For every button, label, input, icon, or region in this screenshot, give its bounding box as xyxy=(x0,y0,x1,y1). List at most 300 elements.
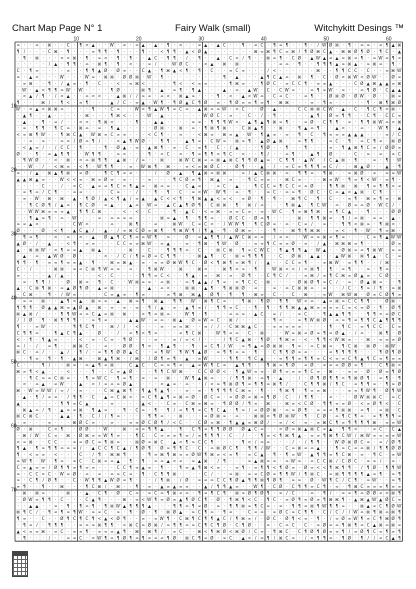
stitch-symbol: ∞ xyxy=(153,272,158,278)
stitch-symbol: Ø xyxy=(329,42,333,48)
stitch-symbol: · xyxy=(254,144,257,150)
stitch-symbol: · xyxy=(54,221,57,227)
stitch-symbol: ∞ xyxy=(235,189,239,195)
stitch-symbol: ¶ xyxy=(329,477,332,483)
stitch-symbol: ¶ xyxy=(104,164,107,170)
stitch-symbol: · xyxy=(173,138,176,144)
stitch-symbol: ∞ xyxy=(291,330,295,336)
stitch-symbol: ¶ xyxy=(316,516,320,522)
stitch-symbol: ∞ xyxy=(378,490,383,496)
stitch-symbol: ∞ xyxy=(247,420,252,426)
stitch-symbol: C xyxy=(191,260,195,266)
stitch-symbol: · xyxy=(211,55,213,61)
stitch-symbol: ∞ xyxy=(141,516,145,522)
stitch-symbol: C xyxy=(385,48,389,54)
stitch-symbol: ¶ xyxy=(216,93,220,99)
stitch-symbol: Ø xyxy=(297,407,301,413)
stitch-symbol: · xyxy=(173,413,176,419)
stitch-symbol: ¶ xyxy=(366,247,370,253)
stitch-symbol: · xyxy=(323,189,326,195)
stitch-symbol: ⌘ xyxy=(347,407,352,413)
stitch-symbol: · xyxy=(179,208,182,214)
stitch-symbol: ⌘ xyxy=(278,343,283,349)
stitch-symbol: ⌘ xyxy=(22,432,27,438)
stitch-symbol: ▲ xyxy=(29,93,33,99)
stitch-symbol: ¶ xyxy=(85,196,89,202)
stitch-symbol: · xyxy=(367,55,369,61)
stitch-symbol: ▲ xyxy=(310,151,314,157)
stitch-symbol: · xyxy=(17,196,19,202)
stitch-symbol: C xyxy=(197,445,201,451)
stitch-symbol: · xyxy=(279,215,282,221)
stitch-symbol: Ø xyxy=(129,74,133,80)
stitch-symbol: / xyxy=(23,317,26,323)
stitch-symbol: ¶ xyxy=(366,317,370,323)
stitch-symbol: ∞ xyxy=(122,132,127,138)
stitch-symbol: · xyxy=(129,106,132,112)
stitch-symbol: Ⱳ xyxy=(372,74,377,80)
stitch-symbol: Ø xyxy=(72,253,76,259)
stitch-symbol: < xyxy=(147,343,152,349)
stitch-symbol: · xyxy=(17,93,19,99)
stitch-symbol: C xyxy=(54,439,58,445)
stitch-symbol: ¶ xyxy=(60,247,64,253)
stitch-symbol: · xyxy=(61,240,63,246)
stitch-symbol: ∞ xyxy=(378,42,383,48)
stitch-symbol: C xyxy=(135,349,139,355)
stitch-symbol: · xyxy=(104,496,107,502)
stitch-symbol: · xyxy=(167,61,169,67)
stitch-symbol: ∞ xyxy=(203,426,208,432)
stitch-symbol: · xyxy=(198,298,201,304)
stitch-symbol: < xyxy=(297,516,302,522)
stitch-symbol: ⌘ xyxy=(284,432,289,438)
stitch-symbol: ¶ xyxy=(341,343,345,349)
stitch-symbol: ¶ xyxy=(323,452,326,458)
stitch-symbol: · xyxy=(192,61,194,67)
stitch-symbol: ∞ xyxy=(360,138,364,144)
stitch-symbol: Ⱳ xyxy=(97,164,102,170)
stitch-symbol: · xyxy=(379,240,382,246)
stitch-symbol: Ⱳ xyxy=(340,253,346,259)
stitch-symbol: · xyxy=(254,132,257,138)
stitch-symbol: C xyxy=(147,208,151,214)
stitch-symbol: ⌘ xyxy=(247,234,252,240)
stitch-symbol: < xyxy=(178,68,183,74)
stitch-symbol: ¶ xyxy=(104,503,107,509)
stitch-symbol: · xyxy=(361,151,363,157)
stitch-symbol: C xyxy=(254,279,258,285)
stitch-symbol: · xyxy=(248,80,251,86)
stitch-symbol: ¶ xyxy=(285,304,289,310)
stitch-symbol: ∞ xyxy=(60,87,64,93)
stitch-symbol: C xyxy=(335,477,339,483)
stitch-symbol: ¶ xyxy=(316,196,320,202)
stitch-symbol: ¶ xyxy=(379,413,382,419)
stitch-symbol: ∞ xyxy=(335,400,339,406)
stitch-symbol: < xyxy=(397,55,402,61)
stitch-symbol: Ⱳ xyxy=(59,381,65,387)
stitch-symbol: ▲ xyxy=(160,298,164,304)
stitch-symbol: ▲ xyxy=(22,445,26,451)
stitch-symbol: C xyxy=(16,68,20,74)
stitch-symbol: ∞ xyxy=(310,458,314,464)
stitch-symbol: ⌘ xyxy=(234,324,239,330)
stitch-symbol: ¶ xyxy=(54,189,57,195)
stitch-symbol: ∞ xyxy=(110,528,114,534)
stitch-symbol: ¶ xyxy=(254,477,257,483)
stitch-symbol: Ø xyxy=(304,464,308,470)
stitch-symbol: ▲ xyxy=(72,356,76,362)
stitch-symbol: ∞ xyxy=(197,503,202,509)
stitch-symbol: · xyxy=(198,112,201,118)
stitch-symbol: C xyxy=(66,330,70,336)
stitch-symbol: ¶ xyxy=(229,292,232,298)
stitch-symbol: ¶ xyxy=(266,215,270,221)
stitch-symbol: ¶ xyxy=(335,119,339,125)
stitch-symbol: C xyxy=(247,509,251,515)
stitch-symbol: / xyxy=(379,260,382,266)
stitch-symbol: C xyxy=(397,132,401,138)
stitch-symbol: Ø xyxy=(141,138,145,144)
stitch-symbol: Ø xyxy=(210,368,214,374)
stitch-symbol: ▲ xyxy=(54,170,58,176)
stitch-symbol: · xyxy=(29,119,32,125)
stitch-symbol: ∞ xyxy=(360,87,364,93)
stitch-symbol: · xyxy=(386,215,388,221)
stitch-symbol: Ⱳ xyxy=(84,151,90,157)
stitch-symbol: ∞ xyxy=(228,304,233,310)
stitch-symbol: ¶ xyxy=(241,381,245,387)
stitch-symbol: ∞ xyxy=(16,221,20,227)
stitch-symbol: ⌘ xyxy=(116,452,121,458)
stitch-symbol: ▲ xyxy=(254,125,258,131)
stitch-symbol: · xyxy=(336,426,338,432)
stitch-symbol: Ⱳ xyxy=(134,138,140,144)
stitch-symbol: ∞ xyxy=(235,260,239,266)
stitch-symbol: ∞ xyxy=(160,93,164,99)
stitch-symbol: · xyxy=(42,535,44,541)
stitch-symbol: ∞ xyxy=(53,260,58,266)
stitch-symbol: · xyxy=(342,260,344,266)
stitch-symbol: ∞ xyxy=(341,420,345,426)
stitch-symbol: ⌘ xyxy=(109,311,114,317)
stitch-symbol: ∞ xyxy=(372,183,377,189)
stitch-symbol: < xyxy=(53,426,58,432)
stitch-symbol: ¶ xyxy=(73,324,76,330)
stitch-symbol: C xyxy=(41,516,45,522)
stitch-symbol: ¶ xyxy=(98,48,101,54)
stitch-symbol: Ø xyxy=(247,490,251,496)
stitch-symbol: ¶ xyxy=(135,484,139,490)
stitch-symbol: ▲ xyxy=(104,477,108,483)
stitch-symbol: · xyxy=(298,420,301,426)
stitch-symbol: ⌘ xyxy=(272,119,277,125)
stitch-symbol: / xyxy=(136,93,138,99)
stitch-symbol: ¶ xyxy=(385,317,389,323)
stitch-symbol: · xyxy=(154,381,157,387)
stitch-symbol: ▲ xyxy=(254,458,258,464)
stitch-symbol: · xyxy=(323,324,326,330)
stitch-symbol: ∞ xyxy=(41,464,45,470)
stitch-symbol: ⌘ xyxy=(47,170,52,176)
stitch-symbol: · xyxy=(154,208,157,214)
stitch-symbol: · xyxy=(36,439,38,445)
stitch-symbol: ⌘ xyxy=(341,336,346,342)
stitch-symbol: / xyxy=(54,202,57,208)
stitch-symbol: ∞ xyxy=(166,183,170,189)
stitch-symbol: / xyxy=(154,61,157,67)
stitch-symbol: · xyxy=(123,484,126,490)
stitch-symbol: ▲ xyxy=(85,400,89,406)
stitch-symbol: · xyxy=(73,432,76,438)
stitch-symbol: ¶ xyxy=(210,490,214,496)
stitch-symbol: Ⱳ xyxy=(397,452,402,458)
stitch-symbol: ⌘ xyxy=(334,464,339,470)
stitch-symbol: ¶ xyxy=(323,484,326,490)
stitch-symbol: < xyxy=(78,164,83,170)
stitch-symbol: ⌘ xyxy=(316,208,321,214)
stitch-symbol: ¶ xyxy=(335,452,339,458)
stitch-symbol: · xyxy=(136,452,138,458)
stitch-symbol: · xyxy=(186,426,188,432)
stitch-symbol: ∞ xyxy=(116,215,120,221)
stitch-symbol: · xyxy=(292,528,294,534)
stitch-symbol: Ø xyxy=(104,234,108,240)
stitch-symbol: < xyxy=(385,106,389,112)
stitch-symbol: < xyxy=(241,151,245,157)
stitch-symbol: ∞ xyxy=(53,336,58,342)
stitch-symbol: ∞ xyxy=(147,93,152,99)
stitch-symbol: ¶ xyxy=(316,125,320,131)
stitch-symbol: · xyxy=(161,375,163,381)
stitch-symbol: C xyxy=(185,144,189,150)
stitch-symbol: C xyxy=(104,445,108,451)
stitch-symbol: ∞ xyxy=(110,221,114,227)
stitch-symbol: · xyxy=(229,490,232,496)
stitch-symbol: · xyxy=(298,87,301,93)
stitch-symbol: ▲ xyxy=(129,349,133,355)
stitch-symbol: · xyxy=(373,362,376,368)
stitch-symbol: ¶ xyxy=(60,426,64,432)
stitch-symbol: ▲ xyxy=(235,144,239,150)
stitch-symbol: ▲ xyxy=(22,311,26,317)
stitch-symbol: ¶ xyxy=(160,100,164,106)
stitch-symbol: ∞ xyxy=(260,375,264,381)
stitch-symbol: ∞ xyxy=(335,317,339,323)
stitch-symbol: ⌘ xyxy=(278,535,283,541)
stitch-symbol: ∞ xyxy=(272,324,277,330)
stitch-symbol: · xyxy=(298,42,301,48)
stitch-symbol: · xyxy=(79,61,82,67)
stitch-symbol: · xyxy=(317,509,319,515)
stitch-symbol: C xyxy=(122,253,126,259)
stitch-symbol: ∞ xyxy=(241,80,245,86)
stitch-symbol: · xyxy=(17,234,19,240)
stitch-symbol: ▲ xyxy=(385,164,389,170)
stitch-symbol: · xyxy=(311,407,313,413)
stitch-symbol: < xyxy=(291,266,295,272)
stitch-symbol: ⌘ xyxy=(78,356,83,362)
stitch-symbol: Ⱳ xyxy=(284,87,290,93)
stitch-symbol: C xyxy=(366,138,370,144)
stitch-symbol: · xyxy=(167,87,169,93)
stitch-symbol: C xyxy=(379,362,383,368)
stitch-symbol: · xyxy=(73,112,76,118)
stitch-symbol: Ø xyxy=(241,272,245,278)
stitch-symbol: ⌘ xyxy=(341,240,346,246)
stitch-symbol: Ø xyxy=(129,343,133,349)
stitch-symbol: ⌘ xyxy=(147,164,152,170)
stitch-symbol: ¶ xyxy=(373,388,376,394)
stitch-symbol: · xyxy=(279,228,282,234)
stitch-symbol: · xyxy=(117,426,119,432)
stitch-symbol: Ø xyxy=(41,202,45,208)
stitch-symbol: C xyxy=(372,356,376,362)
stitch-symbol: ∞ xyxy=(97,55,102,61)
stitch-symbol: · xyxy=(329,228,332,234)
stitch-symbol: C xyxy=(297,509,301,515)
stitch-symbol: · xyxy=(173,74,176,80)
stitch-symbol: ¶ xyxy=(35,445,39,451)
stitch-symbol: C xyxy=(91,458,95,464)
stitch-symbol: · xyxy=(379,87,382,93)
stitch-symbol: ▲ xyxy=(172,215,176,221)
stitch-symbol: Ⱳ xyxy=(190,298,196,304)
stitch-symbol: · xyxy=(117,400,119,406)
stitch-symbol: ⌘ xyxy=(341,272,346,278)
stitch-symbol: ¶ xyxy=(141,503,145,509)
stitch-symbol: · xyxy=(248,240,251,246)
stitch-symbol: / xyxy=(98,138,101,144)
stitch-symbol: ¶ xyxy=(291,247,295,253)
stitch-symbol: · xyxy=(292,298,294,304)
stitch-symbol: ¶ xyxy=(54,330,57,336)
stitch-symbol: · xyxy=(186,151,188,157)
stitch-symbol: · xyxy=(229,464,232,470)
stitch-symbol: ¶ xyxy=(348,420,351,426)
stitch-symbol: ⌘ xyxy=(359,189,364,195)
stitch-symbol: C xyxy=(85,343,89,349)
stitch-symbol: · xyxy=(123,439,126,445)
stitch-symbol: ¶ xyxy=(160,349,164,355)
stitch-symbol: / xyxy=(179,477,182,483)
stitch-symbol: ∞ xyxy=(116,189,120,195)
stitch-symbol: ∞ xyxy=(203,343,208,349)
stitch-symbol: · xyxy=(179,311,182,317)
stitch-symbol: Ø xyxy=(210,535,214,541)
stitch-symbol: C xyxy=(35,202,39,208)
stitch-symbol: · xyxy=(142,477,144,483)
stitch-symbol: · xyxy=(48,516,51,522)
stitch-symbol: ∞ xyxy=(35,349,39,355)
stitch-symbol: ¶ xyxy=(166,388,170,394)
stitch-symbol: ¶ xyxy=(35,260,39,266)
stitch-symbol: ⌘ xyxy=(128,298,133,304)
stitch-symbol: ∞ xyxy=(297,458,302,464)
stitch-symbol: Ø xyxy=(147,522,151,528)
stitch-symbol: · xyxy=(98,503,101,509)
stitch-symbol: · xyxy=(61,189,63,195)
stitch-symbol: ∞ xyxy=(322,221,327,227)
stitch-symbol: ∞ xyxy=(72,362,77,368)
stitch-symbol: · xyxy=(211,311,213,317)
stitch-symbol: ∞ xyxy=(397,496,402,502)
stitch-symbol: · xyxy=(48,330,51,336)
stitch-symbol: < xyxy=(285,266,289,272)
stitch-symbol: ⌘ xyxy=(378,522,383,528)
stitch-symbol: · xyxy=(48,176,51,182)
stitch-symbol: ▲ xyxy=(116,458,120,464)
stitch-symbol: ¶ xyxy=(298,228,301,234)
stitch-symbol: ¶ xyxy=(116,196,120,202)
stitch-symbol: ¶ xyxy=(60,132,64,138)
stitch-symbol: · xyxy=(79,496,82,502)
stitch-symbol: C xyxy=(210,68,214,74)
stitch-symbol: · xyxy=(92,304,94,310)
stitch-symbol: Ø xyxy=(204,100,208,106)
stitch-symbol: ∞ xyxy=(153,330,158,336)
stitch-symbol: · xyxy=(179,285,182,291)
stitch-symbol: ¶ xyxy=(173,522,176,528)
stitch-symbol: ¶ xyxy=(198,176,201,182)
stitch-symbol: · xyxy=(329,439,332,445)
stitch-symbol: ¶ xyxy=(260,132,264,138)
stitch-symbol: ⌘ xyxy=(28,311,33,317)
stitch-symbol: ¶ xyxy=(48,356,51,362)
stitch-symbol: < xyxy=(166,272,170,278)
stitch-symbol: ⌘ xyxy=(284,400,289,406)
stitch-symbol: · xyxy=(373,68,376,74)
stitch-symbol: ¶ xyxy=(266,464,270,470)
stitch-symbol: ∞ xyxy=(291,445,295,451)
stitch-symbol: · xyxy=(142,490,144,496)
stitch-symbol: · xyxy=(17,87,19,93)
stitch-symbol: · xyxy=(379,170,382,176)
stitch-symbol: C xyxy=(216,112,220,118)
stitch-symbol: · xyxy=(398,298,401,304)
stitch-symbol: Ⱳ xyxy=(140,317,146,323)
stitch-symbol: ∞ xyxy=(141,183,145,189)
stitch-symbol: · xyxy=(186,189,188,195)
stitch-symbol: C xyxy=(372,324,376,330)
stitch-symbol: ⌘ xyxy=(41,528,46,534)
stitch-symbol: Ø xyxy=(22,496,26,502)
stitch-symbol: C xyxy=(304,381,308,387)
stitch-symbol: ∞ xyxy=(278,362,283,368)
stitch-symbol: ∞ xyxy=(41,215,45,221)
stitch-symbol: ⌘ xyxy=(203,240,208,246)
stitch-symbol: · xyxy=(42,48,44,54)
stitch-symbol: · xyxy=(304,432,307,438)
stitch-symbol: ¶ xyxy=(23,535,26,541)
stitch-symbol: ∞ xyxy=(347,304,352,310)
stitch-symbol: · xyxy=(179,279,182,285)
stitch-symbol: ⌘ xyxy=(141,87,146,93)
stitch-symbol: ¶ xyxy=(248,55,251,61)
stitch-symbol: C xyxy=(279,253,283,259)
stitch-symbol: · xyxy=(229,279,232,285)
stitch-symbol: · xyxy=(154,138,157,144)
stitch-symbol: ∞ xyxy=(135,304,139,310)
stitch-symbol: · xyxy=(167,324,169,330)
stitch-symbol: · xyxy=(186,471,188,477)
stitch-symbol: ∞ xyxy=(372,215,377,221)
stitch-symbol: · xyxy=(192,253,194,259)
stitch-symbol: ¶ xyxy=(210,362,214,368)
stitch-symbol: ∞ xyxy=(203,490,208,496)
stitch-symbol: ∞ xyxy=(153,311,158,317)
